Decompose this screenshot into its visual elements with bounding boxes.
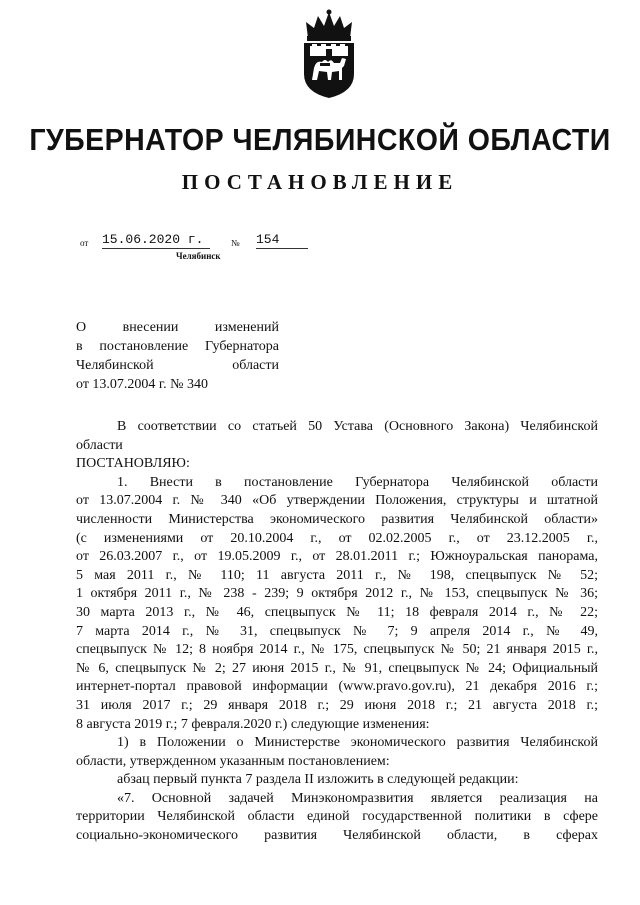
subject-line: от 13.07.2004 г. № 340	[76, 377, 208, 392]
document-number: 154	[256, 232, 308, 249]
city-name: Челябинск	[176, 251, 221, 261]
body-line: «7. Основной задачей Минэкономразвития является реализация на	[117, 790, 598, 806]
body-line: 8 августа 2019 г.; 7 февраля.2020 г.) следующие изменения:	[76, 716, 430, 732]
date-prefix: от	[80, 238, 89, 248]
body-line: 7 марта 2014 г., № 31, спецвыпуск № 7; 9 апреля 2014 г., № 49,	[76, 623, 598, 639]
body-line: 31 июля 2017 г.; 29 января 2018 г.; 29 июня 2018 г.; 21 августа 2018 г.;	[76, 697, 598, 713]
document-date: 15.06.2020 г.	[102, 232, 210, 249]
subject-line: О внесении изменений	[76, 320, 279, 335]
body-line: интернет-портал правовой информации (www.pravo.gov.ru), 21 декабря 2016 г.;	[76, 679, 598, 695]
body-line: 1) в Положении о Министерстве экономического развития Челябинской	[117, 735, 598, 751]
subject-line: в постановление Губернатора	[76, 339, 279, 354]
chelyabinsk-coat-of-arms-icon	[298, 8, 360, 100]
body-line: области, утвержденном указанным постановлением:	[76, 753, 390, 769]
body-line: В соответствии со статьей 50 Устава (Основного Закона) Челябинской	[117, 419, 598, 434]
page-title: ГУБЕРНАТОР ЧЕЛЯБИНСКОЙ ОБЛАСТИ	[29, 122, 611, 157]
document-type: ПОСТАНОВЛЕНИЕ	[181, 170, 459, 194]
body-line: абзац первый пункта 7 раздела II изложить в следующей редакции:	[117, 772, 519, 788]
document-subject	[76, 318, 279, 394]
body-line: ПОСТАНОВЛЯЮ:	[76, 456, 190, 472]
body-line: спецвыпуск № 12; 8 ноября 2014 г., № 175, спецвыпуск № 50; 21 января 2015 г.,	[76, 642, 598, 658]
document-body	[76, 418, 598, 846]
body-line: территории Челябинской области единой государственной политики в сфере	[76, 809, 598, 825]
body-line: социально-экономического развития Челябинской области, в сферах	[76, 828, 598, 844]
body-line: от 26.03.2007 г., от 19.05.2009 г., от 28.01.2011 г.; Южноуральская панорама,	[76, 549, 598, 565]
body-line: 1 октября 2011 г., № 238 - 239; 9 октября 2012 г., № 153, спецвыпуск № 36;	[76, 586, 598, 602]
body-line: № 6, спецвыпуск № 2; 27 июня 2015 г., № 91, спецвыпуск № 24; Официальный	[76, 660, 598, 676]
subject-line: Челябинской области	[76, 358, 279, 373]
number-prefix: №	[231, 238, 240, 248]
body-line: численности Министерства экономического развития Челябинской области»	[76, 511, 598, 527]
body-line: 1. Внести в постановление Губернатора Челябинской области	[117, 474, 598, 490]
body-line: от 13.07.2004 г. № 340 «Об утверждении Положения, структуры и штатной	[76, 493, 598, 509]
body-line: (с изменениями от 20.10.2004 г., от 02.02.2005 г., от 23.12.2005 г.,	[76, 530, 598, 546]
body-line: области	[76, 437, 123, 453]
date-number-line	[80, 231, 320, 251]
body-line: 30 марта 2013 г., № 46, спецвыпуск № 11; 18 февраля 2014 г., № 22;	[76, 604, 598, 620]
body-line: 5 мая 2011 г., № 110; 11 августа 2011 г., № 198, спецвыпуск № 52;	[76, 567, 598, 583]
